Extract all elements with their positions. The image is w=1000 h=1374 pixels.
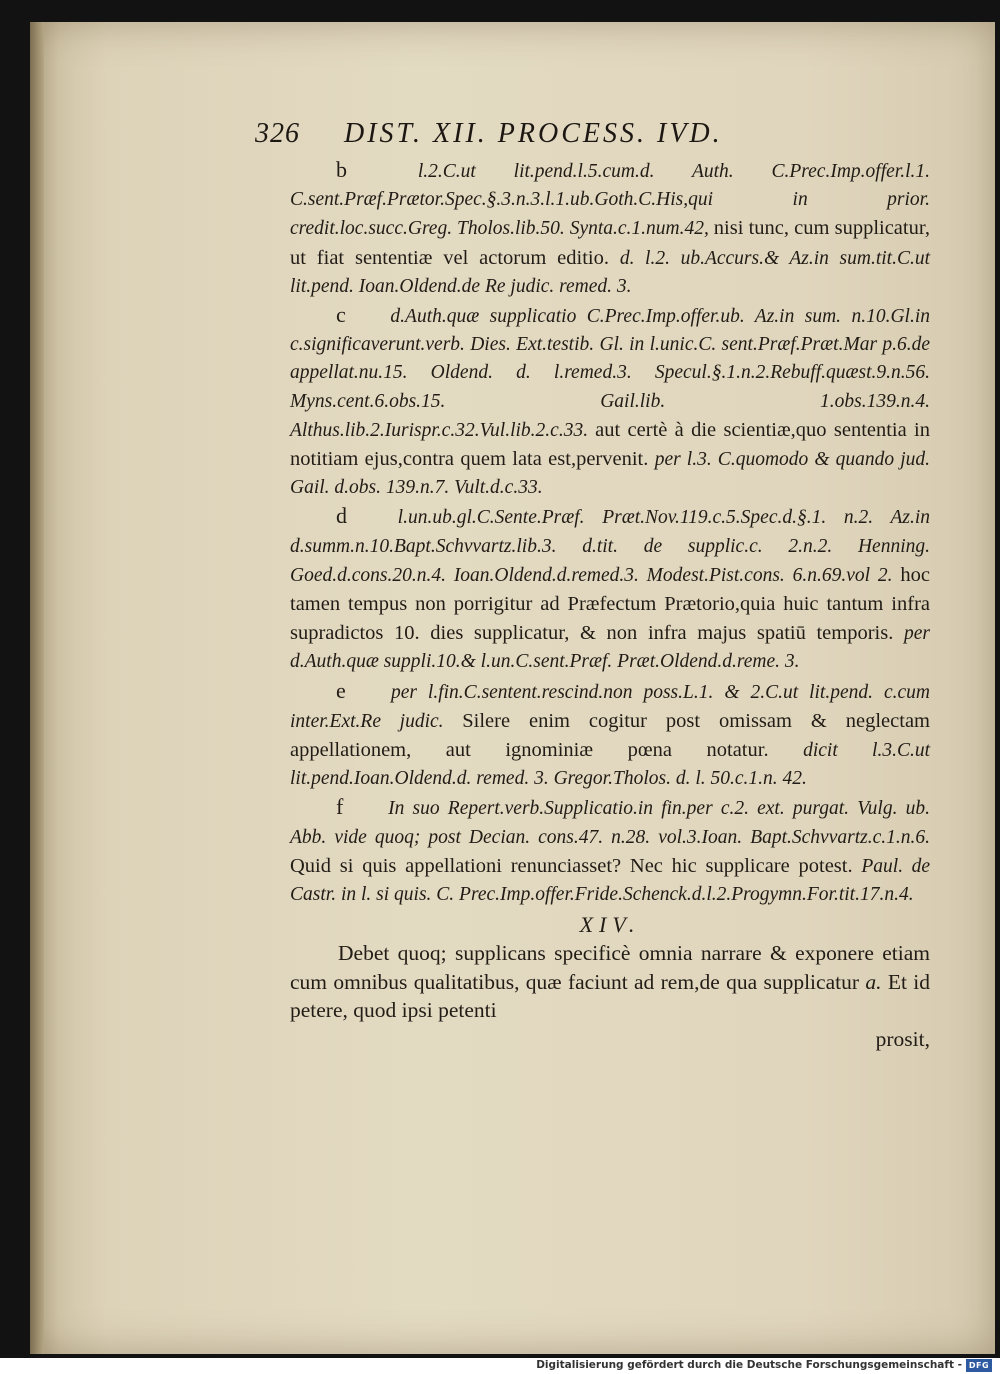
footnote-text: nisi tunc, cum supplicatur, ut fiat sententiæ vel actorum editio.	[290, 217, 930, 269]
citation: l.un.ub.gl.C.Sente.Præf. Præt.Nov.119.c.5.Spec.d.§.1. n.2. Az.in d.summ.n.10.Bapt.Schvvartz.lib.3. d.tit. de supplic.c. 2.n.2. Henning. Goed.d.cons.20.n.4. Ioan.Oldend.d.remed.3. Modest.Pist.cons. 6.n.69.vol 2.	[290, 507, 931, 586]
footnote-b	[290, 156, 930, 301]
running-head	[255, 118, 815, 152]
body-text: Et id petere, quod ipsi petenti	[290, 969, 930, 1023]
page-title: DIST. XII. PROCESS. IVD.	[344, 118, 723, 149]
footnote-reference: a.	[865, 969, 882, 994]
citation: l.2.C.ut lit.pend.l.5.cum.d. Auth. C.Prec.Imp.offer.l.1. C.sent.Præf.Prætor.Spec.§.3.n.3.l.1.ub.Goth.C.His,qui in prior. credit.loc.succ.Greg. Tholos.lib.50. Synta.c.1.num.42,	[290, 161, 930, 240]
footnote-mark: b	[336, 157, 347, 182]
page-number: 326	[255, 118, 300, 149]
footnote-text: Quid si quis appellationi renunciasset? Nec hic supplicare potest.	[290, 854, 862, 877]
footnote-f	[290, 793, 930, 909]
citation: d.Auth.quæ supplicatio C.Prec.Imp.offer.ub. Az.in sum. n.10.Gl.in c.significaverunt.verb. Dies. Ext.testib. Gl. in l.unic.C. sent.Præf.Præt.Mar p.6.de appellat.nu.15. Oldend. d. l.remed.3. Specul.§.1.n.2.Rebuff.quæst.9.n.56. Myns.cent.6.obs.15. Gail.lib. 1.obs.139.n.4. Althus.lib.2.Iurispr.c.32.Vul.lib.2.c.33.	[290, 306, 930, 441]
citation: In suo Repert.verb.Supplicatio.in fin.per c.2. ext. purgat. Vulg. ub. Abb. vide quoq; post Decian. cons.47. n.28. vol.3.Ioan. Bapt.Schvvartz.c.1.n.6.	[290, 798, 930, 848]
footnote-mark: e	[336, 677, 346, 703]
citation: d. l.2. ub.Accurs.& Az.in sum.tit.C.ut lit.pend. Ioan.Oldend.de Re judic. remed. 3.	[290, 247, 931, 297]
funding-notice: Digitalisierung gefördert durch die Deutsche Forschungsgemeinschaft -	[536, 1359, 962, 1371]
body-text: Debet quoq; supplicans specificè omnia narrare & exponere etiam cum omnibus qualitatibus, quæ faciunt ad rem,de qua supplicatur	[290, 941, 930, 994]
citation: per d.Auth.quæ suppli.10.& l.un.C.sent.Præf. Præt.Oldend.d.reme. 3.	[290, 623, 930, 673]
catchword: prosit,	[875, 1026, 930, 1051]
footnote-text: hoc tamen tempus non porrigitur ad Præfectum Prætorio,quia huic tantum infra supradictos 10. dies supplicatur, & non infra majus spatiū temporis.	[290, 563, 930, 645]
dfg-logo-icon: DFG	[966, 1359, 992, 1372]
section-heading: XIV.	[579, 912, 641, 938]
citation: per l.fin.C.sentent.rescind.non poss.L.1. & 2.C.ut lit.pend. c.cum inter.Ext.Re judic.	[290, 681, 930, 732]
text-block	[290, 156, 930, 1053]
footnote-e	[290, 677, 930, 794]
section-body	[290, 939, 930, 1025]
page-gutter	[30, 22, 44, 1354]
citation: Paul. de Castr. in l. si quis. C. Prec.Imp.offer.Fride.Schenck.d.l.2.Progymn.For.tit.17.n.4.	[290, 855, 931, 906]
footnote-c	[290, 301, 930, 502]
footnote-text: Silere enim cogitur post omissam & neglectam appellationem, aut ignominiæ pœna notatur.	[290, 709, 930, 762]
footnote-mark: f	[336, 794, 344, 820]
footnote-text: aut certè à die scientiæ,quo sententia in notitiam ejus,contra quem lata est,pervenit.	[290, 418, 931, 471]
citation: dicit l.3.C.ut lit.pend.Ioan.Oldend.d. remed. 3. Gregor.Tholos. d. l. 50.c.1.n. 42.	[290, 740, 930, 790]
footnote-d	[290, 502, 930, 676]
footnote-mark: d	[336, 503, 347, 529]
footnote-mark: c	[336, 302, 346, 328]
citation: per l.3. C.quomodo & quando jud. Gail. d.obs. 139.n.7. Vult.d.c.33.	[290, 449, 930, 499]
